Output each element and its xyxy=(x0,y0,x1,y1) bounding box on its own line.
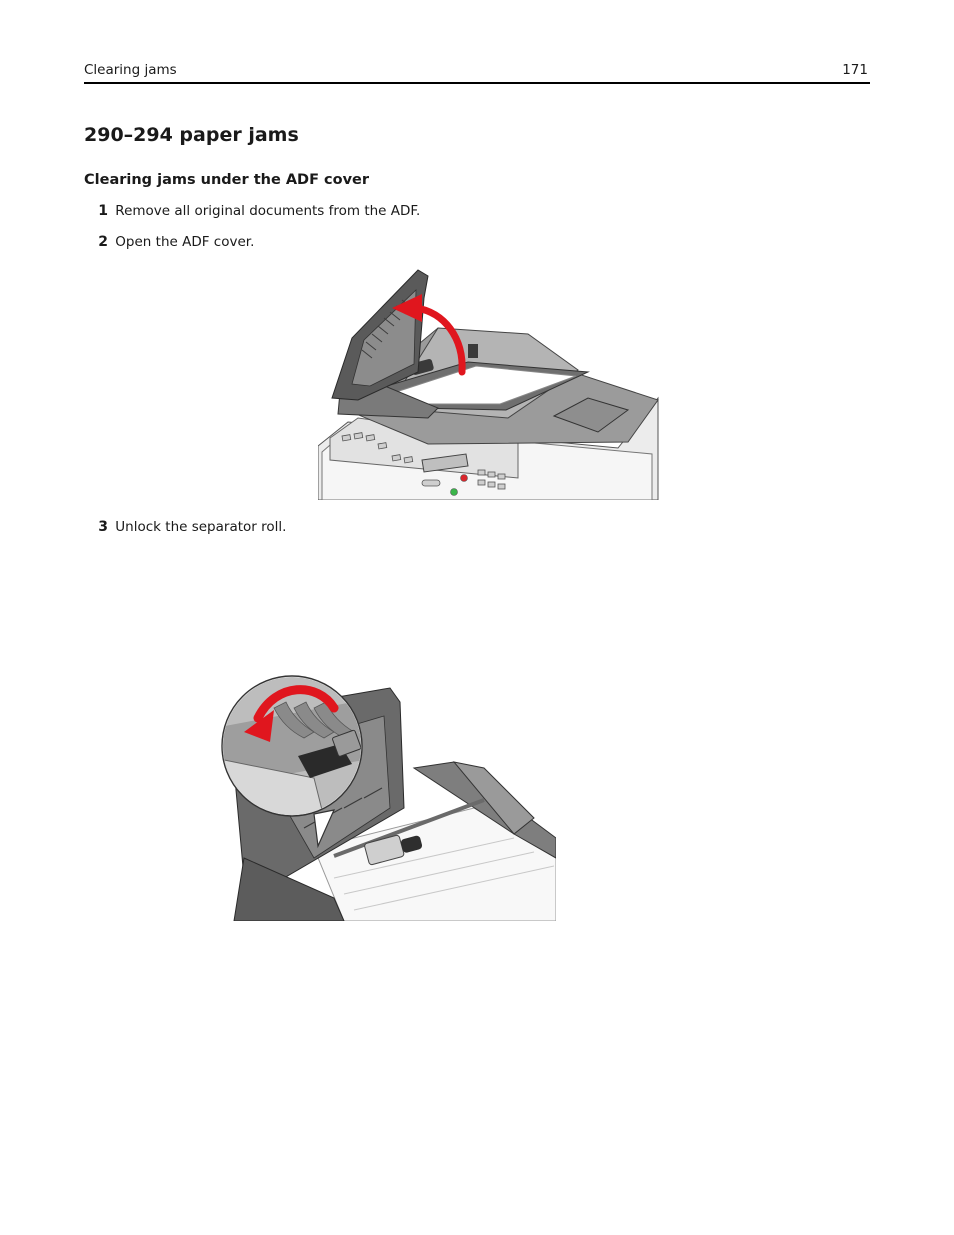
step-3 xyxy=(84,519,286,535)
page-number: 171 xyxy=(842,62,868,78)
step-1 xyxy=(84,203,420,219)
running-section-title: Clearing jams xyxy=(84,62,177,78)
section-heading: 290–294 paper jams xyxy=(84,124,299,146)
step-text: Open the ADF cover. xyxy=(115,234,255,250)
adf-cover-open-illustration xyxy=(318,268,660,500)
step-2 xyxy=(84,234,254,250)
step-text: Unlock the separator roll. xyxy=(115,519,287,535)
subsection-heading: Clearing jams under the ADF cover xyxy=(84,172,370,188)
page-header xyxy=(84,60,870,84)
step-number: 1 xyxy=(98,203,108,219)
separator-roll-unlock-illustration xyxy=(214,668,556,921)
step-number: 2 xyxy=(98,234,108,250)
step-number: 3 xyxy=(98,519,108,535)
step-text: Remove all original documents from the ADF. xyxy=(115,203,421,219)
